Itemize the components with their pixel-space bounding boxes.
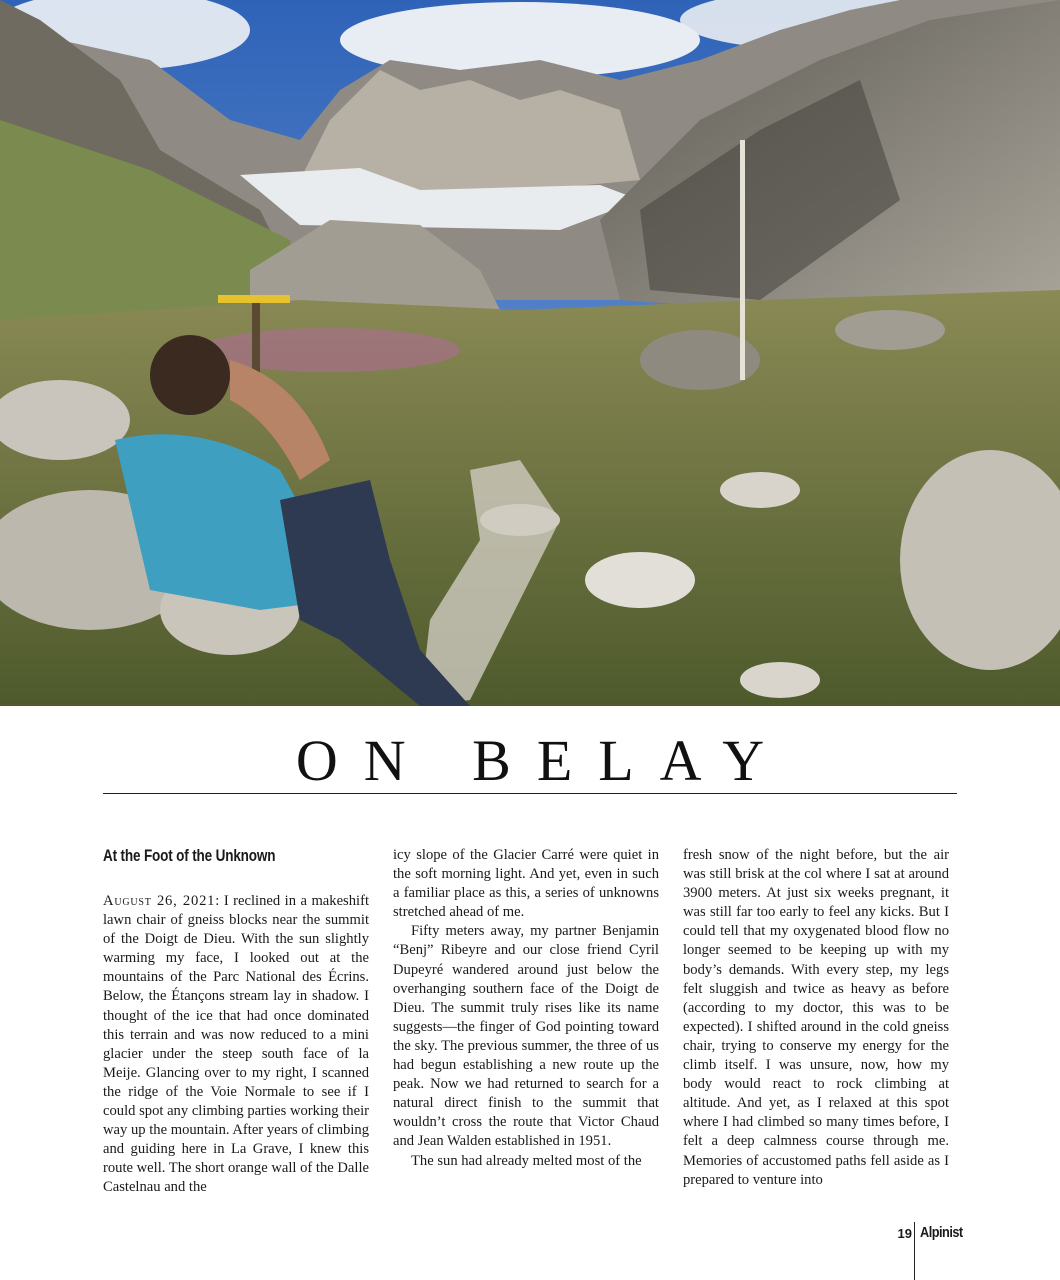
paragraph: The sun had already melted most of the bbox=[411, 1152, 642, 1169]
paragraph: Fifty meters away, my partner Benjamin “Benj” Ribeyre and our close friend Cyril Dupeyré wandered around just below the overhanging southern face of the Doigt de Dieu. The summit truly rises like its name suggests—the finger of God pointing toward the sky. The previous summer, the three of us had begun establishing a new route up the peak. Now we had returned to search for a natural direct finish to the summit that wouldn’t cross the route that Victor Chaud and Jean Walden established in 1951. bbox=[393, 923, 659, 1150]
column-1 bbox=[103, 846, 369, 1196]
footer-divider bbox=[914, 1222, 915, 1280]
article-heading: At the Foot of the Unknown bbox=[103, 847, 276, 865]
article-body bbox=[103, 846, 963, 1196]
page-number: 19 bbox=[897, 1226, 912, 1241]
title-divider bbox=[103, 793, 957, 794]
column-2 bbox=[393, 846, 659, 1186]
paragraph: fresh snow of the night before, but the air was still brisk at the col where I sat at around 3900 meters. At just six weeks pregnant, it was still far too early to feel any kicks. But I could tell that my oxygenated blood flow no longer seemed to be keeping up with my body’s demands. With every step, my legs felt sluggish and twice as heavy as before (according to my doctor, this was to be expected). I shifted around in the cold gneiss chair, trying to conserve my energy for the climb itself. I was unsure, now, how my body would react to rock climbing at altitude. And yet, as I relaxed at this spot where I had climbed so many times before, I felt a deep calmness course through me. Memories of accustomed paths fell aside as I prepared to venture into bbox=[683, 847, 949, 1188]
column-3 bbox=[683, 846, 949, 1186]
paragraph: icy slope of the Glacier Carré were quiet in the soft morning light. And yet, even in such a familiar place as this, a series of unknowns stretched ahead of me. bbox=[393, 847, 659, 921]
paragraph bbox=[103, 892, 369, 1198]
page-footer bbox=[0, 1222, 1060, 1280]
dateline: August 26, 2021 bbox=[103, 893, 216, 909]
section-title: ON BELAY bbox=[295, 728, 791, 793]
paragraph-text: : I reclined in a makeshift lawn chair of gneiss blocks near the summit of the Doigt de Dieu. With the sun slightly warming my face, I looked out at the mountains of the Parc National des Écrins. Below, the Étançons stream lay in shadow. I thought of the ice that had once dominated this terrain and was now reduced to a mini glacier under the steep south face of la Meije. Glancing over to my right, I scanned the ridge of the Voie Normale to see if I could spot any climbing parties working their way up the mountain. After years of climbing and guiding here in La Grave, I knew this route well. The short orange wall of the Dalle Castelnau and the bbox=[103, 893, 369, 1196]
magazine-brand: Alpinist bbox=[920, 1224, 963, 1241]
